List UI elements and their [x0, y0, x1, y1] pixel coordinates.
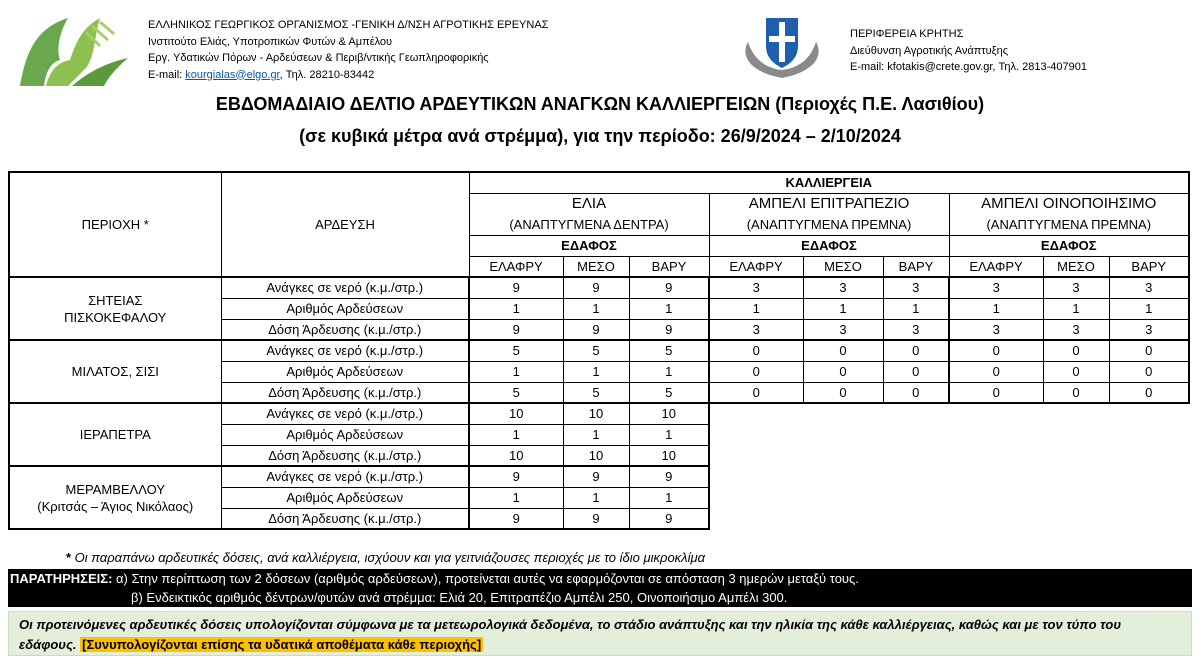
- value-cell: 9: [469, 466, 563, 487]
- value-cell: 5: [469, 382, 563, 403]
- metric-label: Αριθμός Αρδεύσεων: [221, 298, 469, 319]
- value-cell: 5: [629, 340, 709, 361]
- value-cell: 0: [709, 340, 803, 361]
- region-cell: [9, 466, 221, 529]
- remarks-label: ΠΑΡΑΤΗΡΗΣΕΙΣ:: [10, 571, 113, 586]
- value-cell: 1: [469, 361, 563, 382]
- empty-cell: [709, 487, 1189, 508]
- region-name: ΜΙΛΑΤΟΣ, ΣΙΣΙ: [71, 364, 159, 379]
- value-cell: 9: [563, 466, 629, 487]
- metric-label: Ανάγκες σε νερό (κ.μ./στρ.): [221, 466, 469, 487]
- lab-name: Εργ. Υδατικών Πόρων - Αρδεύσεων & Περιβ/ντικής Γεωπληροφορικής: [148, 52, 489, 64]
- metric-label: Δόση Άρδευσης (κ.μ./στρ.): [221, 508, 469, 529]
- value-cell: 0: [949, 382, 1043, 403]
- table-row: [9, 340, 1189, 361]
- empty-cell: [709, 508, 1189, 529]
- value-cell: 1: [563, 361, 629, 382]
- soil-header: ΕΔΑΦΟΣ: [949, 235, 1189, 256]
- value-cell: 9: [469, 277, 563, 298]
- value-cell: 5: [563, 382, 629, 403]
- soil-medium: ΜΕΣΟ: [1043, 256, 1109, 277]
- soil-medium: ΜΕΣΟ: [563, 256, 629, 277]
- value-cell: 5: [469, 340, 563, 361]
- value-cell: 0: [1109, 340, 1189, 361]
- metric-label: Αριθμός Αρδεύσεων: [221, 424, 469, 445]
- highlight-note: [Συνυπολογίζονται επίσης τα υδατικά αποθέματα κάθε περιοχής]: [82, 637, 482, 652]
- value-cell: 3: [1109, 277, 1189, 298]
- value-cell: 1: [469, 487, 563, 508]
- value-cell: 0: [709, 382, 803, 403]
- value-cell: 0: [803, 361, 883, 382]
- soil-light: ΕΛΑΦΡΥ: [949, 256, 1043, 277]
- crop-wine-grape: ΑΜΠΕΛΙ ΟΙΝΟΠΟΙΗΣΙΜΟ: [949, 193, 1189, 214]
- remarks-box: [8, 569, 1192, 607]
- value-cell: 0: [1109, 382, 1189, 403]
- empty-cell: [709, 445, 1189, 466]
- value-cell: 0: [949, 361, 1043, 382]
- value-cell: 9: [469, 319, 563, 340]
- soil-heavy: ΒΑΡΥ: [1109, 256, 1189, 277]
- value-cell: 3: [709, 277, 803, 298]
- value-cell: 1: [563, 487, 629, 508]
- soil-header: ΕΔΑΦΟΣ: [469, 235, 709, 256]
- region-name-2: ΠΙΣΚΟΚΕΦΑΛΟΥ: [64, 309, 167, 325]
- value-cell: 9: [629, 466, 709, 487]
- metric-label: Ανάγκες σε νερό (κ.μ./στρ.): [221, 340, 469, 361]
- value-cell: 1: [469, 298, 563, 319]
- bulletin-subtitle: (σε κυβικά μέτρα ανά στρέμμα), για την περίοδο: 26/9/2024 – 2/10/2024: [299, 126, 901, 146]
- value-cell: 10: [469, 445, 563, 466]
- value-cell: 1: [803, 298, 883, 319]
- crop-table-grape-sub: (ΑΝΑΠΤΥΓΜΕΝΑ ΠΡΕΜΝΑ): [709, 214, 949, 235]
- metric-label: Δόση Άρδευσης (κ.μ./στρ.): [221, 445, 469, 466]
- value-cell: 9: [629, 277, 709, 298]
- value-cell: 9: [563, 508, 629, 529]
- value-cell: 1: [563, 424, 629, 445]
- header-irrigation: ΑΡΔΕΥΣΗ: [221, 172, 469, 277]
- value-cell: 1: [469, 424, 563, 445]
- value-cell: 1: [629, 298, 709, 319]
- region-cell: [9, 403, 221, 466]
- value-cell: 0: [803, 382, 883, 403]
- value-cell: 1: [629, 487, 709, 508]
- institute-name: Ινστιτούτο Ελιάς, Υποτροπικών Φυτών & Αμπέλου: [148, 35, 393, 48]
- region-name: ΙΕΡΑΠΕΤΡΑ: [79, 427, 151, 442]
- value-cell: 0: [883, 340, 949, 361]
- value-cell: 3: [949, 277, 1043, 298]
- value-cell: 9: [629, 319, 709, 340]
- greek-emblem-icon: [736, 12, 828, 80]
- value-cell: 0: [949, 340, 1043, 361]
- value-cell: 0: [883, 361, 949, 382]
- metric-label: Δόση Άρδευσης (κ.μ./στρ.): [221, 382, 469, 403]
- value-cell: 3: [709, 319, 803, 340]
- header-region: ΠΕΡΙΟΧΗ *: [9, 172, 221, 277]
- value-cell: 1: [629, 424, 709, 445]
- value-cell: 3: [883, 277, 949, 298]
- elgo-logo-icon: [16, 12, 134, 88]
- soil-header: ΕΔΑΦΟΣ: [709, 235, 949, 256]
- value-cell: 9: [563, 319, 629, 340]
- value-cell: 0: [803, 340, 883, 361]
- header-left: [148, 17, 548, 83]
- value-cell: 5: [629, 382, 709, 403]
- value-cell: 9: [629, 508, 709, 529]
- bulletin-title: ΕΒΔΟΜΑΔΙΑΙΟ ΔΕΛΤΙΟ ΑΡΔΕΥΤΙΚΩΝ ΑΝΑΓΚΩΝ ΚΑΛΛΙΕΡΓΕΙΩΝ (Περιοχές Π.Ε. Λασιθίου): [215, 94, 985, 114]
- value-cell: 3: [1043, 319, 1109, 340]
- value-cell: 3: [949, 319, 1043, 340]
- value-cell: 10: [629, 403, 709, 424]
- region-name-2: (Κριτσάς – Άγιος Νικόλαος): [37, 498, 194, 514]
- value-cell: 10: [563, 445, 629, 466]
- value-cell: 0: [1109, 361, 1189, 382]
- metric-label: Αριθμός Αρδεύσεων: [221, 487, 469, 508]
- metric-label: Ανάγκες σε νερό (κ.μ./στρ.): [221, 403, 469, 424]
- soil-heavy: ΒΑΡΥ: [629, 256, 709, 277]
- empty-cell: [709, 424, 1189, 445]
- crop-olive-sub: (ΑΝΑΠΤΥΓΜΕΝΑ ΔΕΝΤΡΑ): [469, 214, 709, 235]
- value-cell: 1: [563, 298, 629, 319]
- soil-light: ΕΛΑΦΡΥ: [469, 256, 563, 277]
- crop-olive: ΕΛΙΑ: [469, 193, 709, 214]
- contact-line: E-mail: kourgialas@elgo.gr, Τηλ. 28210-83442: [148, 68, 375, 81]
- soil-light: ΕΛΑΦΡΥ: [709, 256, 803, 277]
- value-cell: 0: [1043, 361, 1109, 382]
- table-row: [9, 466, 1189, 487]
- soil-medium: ΜΕΣΟ: [803, 256, 883, 277]
- value-cell: 0: [883, 382, 949, 403]
- remark-a: α) Στην περίπτωση των 2 δόσεων (αριθμός αρδεύσεων), προτείνεται αυτές να εφαρμόζονται σε απόσταση 3 ημερών μεταξύ τους.: [112, 571, 859, 586]
- methodology-note: Οι προτεινόμενες αρδευτικές δόσεις υπολογίζονται σύμφωνα με τα μετεωρολογικά δεδομένα, το στάδιο ανάπτυξης και την ηλικία της κάθε καλλιέργειας, καθώς και με τον τύπο του εδάφους. [Συνυπολογίζονται επίσης τα υδατικά αποθέματα κάθε περιοχής]: [8, 611, 1192, 656]
- region-name: ΣΗΤΕΙΑΣ: [88, 292, 143, 308]
- table-row: [9, 403, 1189, 424]
- region-contact: E-mail: kfotakis@crete.gov.gr, Τηλ. 2813-407901: [850, 61, 1087, 73]
- value-cell: 1: [949, 298, 1043, 319]
- value-cell: 10: [469, 403, 563, 424]
- soil-heavy: ΒΑΡΥ: [883, 256, 949, 277]
- crop-wine-grape-sub: (ΑΝΑΠΤΥΓΜΕΝΑ ΠΡΕΜΝΑ): [949, 214, 1189, 235]
- region-name: ΠΕΡΙΦΕΡΕΙΑ ΚΡΗΤΗΣ: [850, 28, 964, 40]
- directorate-name: Διεύθυνση Αγροτικής Ανάπτυξης: [850, 44, 1009, 57]
- metric-label: Αριθμός Αρδεύσεων: [221, 361, 469, 382]
- remark-b: β) Ενδεικτικός αριθμός δέντρων/φυτών ανά στρέμμα: Ελιά 20, Επιτραπέζιο Αμπέλι 250, Οινοποιήσιμο Αμπέλι 300.: [131, 590, 788, 605]
- metric-label: Ανάγκες σε νερό (κ.μ./στρ.): [221, 277, 469, 298]
- value-cell: 9: [469, 508, 563, 529]
- value-cell: 10: [563, 403, 629, 424]
- region-cell: [9, 277, 221, 340]
- value-cell: 9: [563, 277, 629, 298]
- value-cell: 1: [629, 361, 709, 382]
- value-cell: 0: [1043, 340, 1109, 361]
- crop-table-grape: ΑΜΠΕΛΙ ΕΠΙΤΡΑΠΕΖΙΟ: [709, 193, 949, 214]
- email-link[interactable]: kourgialas@elgo.gr: [185, 68, 280, 81]
- footnote: * Οι παραπάνω αρδευτικές δόσεις, ανά καλλιέργεια, ισχύουν και για γειτνιάζουσες περιοχές με το ίδιο μικροκλίμα: [66, 550, 706, 565]
- value-cell: 0: [709, 361, 803, 382]
- region-cell: [9, 340, 221, 403]
- irrigation-table: [8, 171, 1190, 530]
- value-cell: 1: [883, 298, 949, 319]
- value-cell: 3: [803, 277, 883, 298]
- value-cell: 1: [1043, 298, 1109, 319]
- metric-label: Δόση Άρδευσης (κ.μ./στρ.): [221, 319, 469, 340]
- org-name: ΕΛΛΗΝΙΚΟΣ ΓΕΩΡΓΙΚΟΣ ΟΡΓΑΝΙΣΜΟΣ -ΓΕΝΙΚΗ Δ/ΝΣΗ ΑΓΡΟΤΙΚΗΣ ΕΡΕΥΝΑΣ: [148, 19, 549, 31]
- value-cell: 10: [629, 445, 709, 466]
- value-cell: 3: [883, 319, 949, 340]
- empty-cell: [709, 466, 1189, 487]
- value-cell: 3: [803, 319, 883, 340]
- value-cell: 5: [563, 340, 629, 361]
- region-name: ΜΕΡΑΜΒΕΛΛΟΥ: [65, 481, 165, 497]
- value-cell: 1: [709, 298, 803, 319]
- value-cell: 1: [1109, 298, 1189, 319]
- table-row: [9, 277, 1189, 298]
- value-cell: 3: [1043, 277, 1109, 298]
- header-right: [850, 26, 1087, 76]
- empty-cell: [709, 403, 1189, 424]
- value-cell: 3: [1109, 319, 1189, 340]
- header-crops: ΚΑΛΛΙΕΡΓΕΙΑ: [469, 172, 1189, 193]
- value-cell: 0: [1043, 382, 1109, 403]
